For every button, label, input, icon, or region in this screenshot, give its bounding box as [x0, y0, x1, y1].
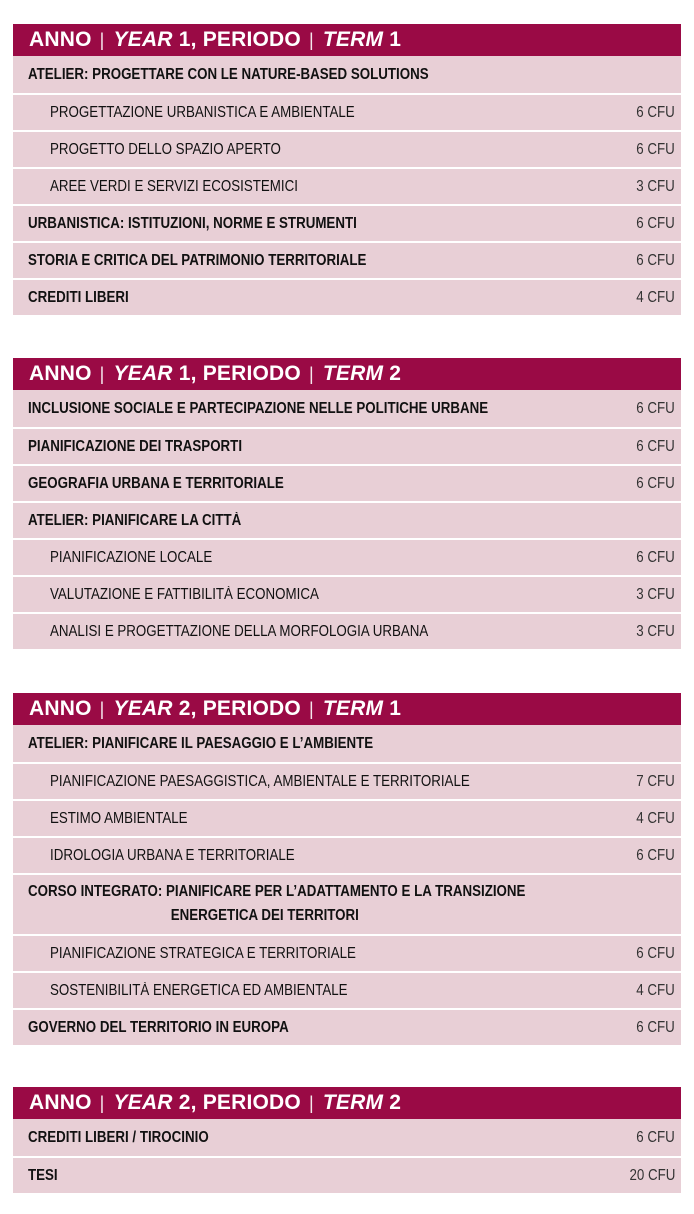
course-label: PIANIFICAZIONE LOCALE [50, 548, 213, 566]
cfu-value: 4 CFU [636, 288, 675, 306]
course-label: PROGETTAZIONE URBANISTICA E AMBIENTALE [50, 103, 355, 121]
course-label: CREDITI LIBERI [28, 288, 129, 306]
course-row [13, 204, 681, 241]
cfu-value: 3 CFU [636, 585, 675, 603]
cfu-value: 20 CFU [629, 1166, 675, 1184]
course-group-row [13, 873, 681, 934]
section-year1-term2 [13, 358, 681, 649]
course-row [13, 427, 681, 464]
course-label: SOSTENIBILITÀ ENERGETICA ED AMBIENTALE [50, 981, 348, 999]
periodo-label: PERIODO [202, 362, 301, 385]
course-label: ATELIER: PIANIFICARE LA CITTÀ [28, 511, 242, 529]
periodo-label: PERIODO [202, 697, 301, 720]
cfu-value: 6 CFU [636, 944, 675, 962]
cfu-value: 3 CFU [636, 622, 675, 640]
section-header [13, 358, 681, 390]
cfu-value: 6 CFU [636, 437, 675, 455]
term-label: TERM [322, 28, 384, 51]
cfu-value: 3 CFU [636, 177, 675, 195]
term-number: 2 [389, 1091, 402, 1114]
cfu-value: 6 CFU [636, 399, 675, 417]
course-label: IDROLOGIA URBANA E TERRITORIALE [50, 846, 295, 864]
separator: | [308, 363, 314, 384]
periodo-label: PERIODO [202, 28, 301, 51]
course-row [13, 538, 681, 575]
course-label: URBANISTICA: ISTITUZIONI, NORME E STRUMENTI [28, 214, 357, 232]
course-label: ESTIMO AMBIENTALE [50, 809, 188, 827]
anno-label: ANNO [29, 697, 92, 720]
course-label: PROGETTO DELLO SPAZIO APERTO [50, 140, 281, 158]
course-group-row [13, 56, 681, 93]
course-label: GEOGRAFIA URBANA E TERRITORIALE [28, 474, 284, 492]
anno-label: ANNO [29, 28, 92, 51]
term-number: 1 [389, 28, 402, 51]
course-label: PIANIFICAZIONE STRATEGICA E TERRITORIALE [50, 944, 356, 962]
course-label: ANALISI E PROGETTAZIONE DELLA MORFOLOGIA URBANA [50, 622, 429, 640]
course-row [13, 1156, 681, 1193]
anno-label: ANNO [29, 1091, 92, 1114]
section-year1-term1 [13, 24, 681, 315]
cfu-value: 6 CFU [636, 251, 675, 269]
course-label: PIANIFICAZIONE DEI TRASPORTI [28, 437, 243, 455]
separator: | [308, 1092, 314, 1113]
cfu-value: 6 CFU [636, 548, 675, 566]
periodo-label: PERIODO [202, 1091, 301, 1114]
cfu-value: 6 CFU [636, 1018, 675, 1036]
cfu-value: 6 CFU [636, 103, 675, 121]
cfu-value: 6 CFU [636, 846, 675, 864]
course-list [13, 725, 681, 1045]
year-number: 2, [178, 1091, 197, 1114]
cfu-value: 6 CFU [636, 214, 675, 232]
cfu-value: 4 CFU [636, 981, 675, 999]
year-number: 2, [178, 697, 197, 720]
year-label: YEAR [113, 28, 173, 51]
course-label-line2: ENERGETICA DEI TERRITORI [170, 907, 359, 924]
course-label: CORSO INTEGRATO: PIANIFICARE PER L’ADATTAMENTO E LA TRANSIZIONE ENERGETICA DEI TERRITORI [28, 880, 525, 928]
cfu-value: 6 CFU [636, 1128, 675, 1146]
section-header [13, 1087, 681, 1119]
course-group-row [13, 725, 681, 762]
course-row [13, 934, 681, 971]
course-row [13, 612, 681, 649]
anno-label: ANNO [29, 362, 92, 385]
course-group-row [13, 501, 681, 538]
cfu-value: 7 CFU [636, 772, 675, 790]
year-number: 1, [178, 28, 197, 51]
course-label: GOVERNO DEL TERRITORIO IN EUROPA [28, 1018, 289, 1036]
course-label: CREDITI LIBERI / TIROCINIO [28, 1128, 209, 1146]
term-label: TERM [322, 1091, 384, 1114]
course-label: ATELIER: PROGETTARE CON LE NATURE-BASED SOLUTIONS [28, 65, 429, 83]
separator: | [99, 1092, 105, 1113]
separator: | [308, 29, 314, 50]
section-header [13, 693, 681, 725]
course-label: INCLUSIONE SOCIALE E PARTECIPAZIONE NELLE POLITICHE URBANE [28, 399, 489, 417]
course-row [13, 1008, 681, 1045]
course-row [13, 464, 681, 501]
section-year2-term1 [13, 693, 681, 1045]
year-label: YEAR [113, 697, 173, 720]
course-row [13, 799, 681, 836]
course-list [13, 390, 681, 649]
cfu-value: 6 CFU [636, 474, 675, 492]
course-list [13, 56, 681, 315]
separator: | [99, 363, 105, 384]
course-label: AREE VERDI E SERVIZI ECOSISTEMICI [50, 177, 298, 195]
cfu-value: 4 CFU [636, 809, 675, 827]
course-row [13, 278, 681, 315]
term-label: TERM [322, 362, 384, 385]
course-label: PIANIFICAZIONE PAESAGGISTICA, AMBIENTALE E TERRITORIALE [50, 772, 470, 790]
cfu-value: 6 CFU [636, 140, 675, 158]
course-label: ATELIER: PIANIFICARE IL PAESAGGIO E L’AMBIENTE [28, 734, 374, 752]
course-row [13, 575, 681, 612]
section-year2-term2 [13, 1087, 681, 1193]
separator: | [99, 29, 105, 50]
course-row [13, 167, 681, 204]
separator: | [308, 698, 314, 719]
course-list [13, 1119, 681, 1193]
course-row [13, 241, 681, 278]
year-number: 1, [178, 362, 197, 385]
course-label: TESI [28, 1166, 58, 1184]
course-label: STORIA E CRITICA DEL PATRIMONIO TERRITORIALE [28, 251, 367, 269]
course-row [13, 1119, 681, 1156]
course-row [13, 390, 681, 427]
course-row [13, 762, 681, 799]
separator: | [99, 698, 105, 719]
term-number: 2 [389, 362, 402, 385]
term-number: 1 [389, 697, 402, 720]
course-row [13, 971, 681, 1008]
year-label: YEAR [113, 362, 173, 385]
term-label: TERM [322, 697, 384, 720]
section-header [13, 24, 681, 56]
course-row [13, 130, 681, 167]
course-row [13, 93, 681, 130]
course-row [13, 836, 681, 873]
course-label: VALUTAZIONE E FATTIBILITÀ ECONOMICA [50, 585, 319, 603]
year-label: YEAR [113, 1091, 173, 1114]
